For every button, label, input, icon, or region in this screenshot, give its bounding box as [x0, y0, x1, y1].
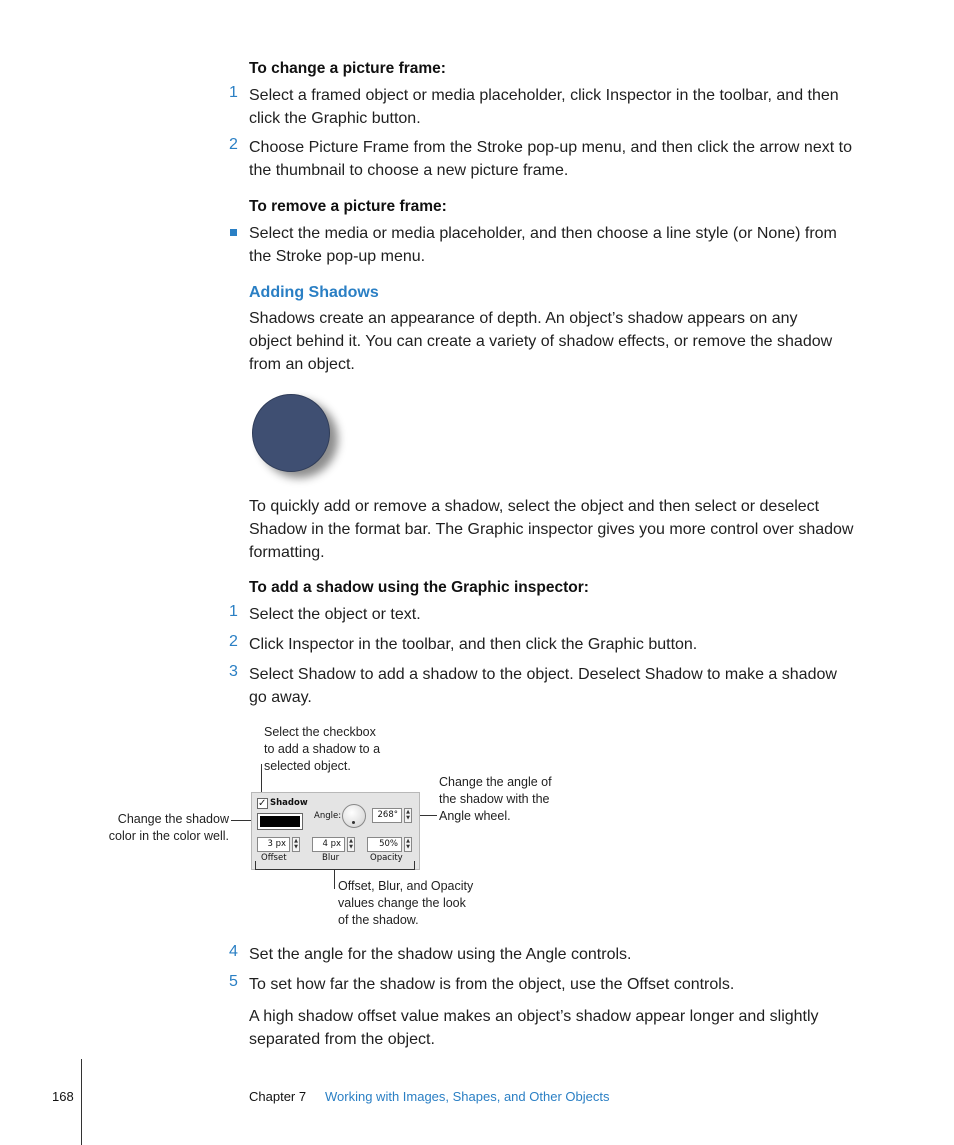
- shadow-checkbox[interactable]: [257, 798, 268, 809]
- offset-label: Offset: [261, 853, 287, 863]
- shadow-example-circle: [252, 394, 330, 472]
- opacity-label: Opacity: [370, 853, 403, 863]
- step-number: 5: [229, 973, 238, 990]
- paragraph-line: To quickly add or remove a shadow, select the object and then select or deselect: [249, 498, 820, 515]
- step-text: [249, 136, 889, 182]
- opacity-stepper[interactable]: [404, 837, 412, 852]
- shadow-label: Shadow: [270, 798, 308, 808]
- step-text: [249, 663, 889, 709]
- stepper-up-icon: ▲: [406, 838, 410, 844]
- bracket-line: [255, 861, 256, 869]
- step-note: [249, 1005, 889, 1051]
- step-number: 1: [229, 603, 238, 620]
- angle-stepper[interactable]: [404, 808, 412, 823]
- color-swatch: [260, 816, 300, 827]
- leader-line: [334, 869, 335, 889]
- stepper-up-icon: ▲: [294, 838, 298, 844]
- section-title: Adding Shadows: [249, 284, 379, 301]
- blur-field[interactable]: 4 px: [312, 837, 345, 852]
- stepper-up-icon: ▲: [349, 838, 353, 844]
- step-text: To set how far the shadow is from the object, use the Offset controls.: [249, 976, 735, 993]
- step-text-line: the thumbnail to choose a new picture frame.: [249, 162, 569, 179]
- bracket-line: [255, 869, 415, 870]
- footer-chapter: Chapter 7: [249, 1089, 307, 1104]
- step-text-line: Select Shadow to add a shadow to the object. Deselect Shadow to make a shadow: [249, 666, 837, 683]
- shadow-color-well[interactable]: [257, 813, 303, 830]
- step-text: Select the object or text.: [249, 606, 421, 623]
- stepper-down-icon: ▼: [294, 844, 298, 850]
- step-text: Set the angle for the shadow using the Angle controls.: [249, 946, 632, 963]
- section-paragraph: [249, 495, 889, 564]
- callout-line: Select the checkbox: [264, 725, 376, 739]
- callout-line: color in the color well.: [108, 829, 229, 843]
- procedure-heading-add-shadow: To add a shadow using the Graphic inspector:: [249, 579, 589, 596]
- checkmark-icon: ✓: [258, 798, 267, 809]
- angle-wheel[interactable]: [342, 804, 366, 828]
- paragraph-line: object behind it. You can create a variety of shadow effects, or remove the shadow: [249, 333, 833, 350]
- callout-line: values change the look: [338, 896, 466, 910]
- paragraph-line: A high shadow offset value makes an object’s shadow appear longer and slightly: [249, 1008, 819, 1025]
- callout-line: to add a shadow to a: [264, 742, 381, 756]
- step-number: 2: [229, 633, 238, 650]
- step-number: 3: [229, 663, 238, 680]
- callout-line: the shadow with the: [439, 792, 550, 806]
- paragraph-line: Shadows create an appearance of depth. An object’s shadow appears on any: [249, 310, 798, 327]
- procedure-heading-change-frame: To change a picture frame:: [249, 60, 446, 77]
- angle-label: Angle:: [314, 811, 342, 821]
- callout-angle: [439, 774, 552, 825]
- step-number: 2: [229, 136, 238, 153]
- offset-stepper[interactable]: [292, 837, 300, 852]
- step-text-line: click the Graphic button.: [249, 110, 421, 127]
- paragraph-line: Shadow in the format bar. The Graphic inspector gives you more control over shadow: [249, 521, 854, 538]
- blur-stepper[interactable]: [347, 837, 355, 852]
- callout-line: Change the angle of: [439, 775, 552, 789]
- angle-field[interactable]: 268°: [372, 808, 402, 823]
- callout-values: [338, 878, 473, 929]
- stepper-up-icon: ▲: [406, 809, 410, 815]
- callout-line: Change the shadow: [117, 812, 229, 826]
- angle-indicator-icon: [352, 821, 355, 824]
- paragraph-line: formatting.: [249, 544, 325, 561]
- blur-label: Blur: [322, 853, 340, 863]
- page-number: 168: [52, 1089, 74, 1104]
- opacity-field[interactable]: 50%: [367, 837, 402, 852]
- step-text-line: go away.: [249, 689, 312, 706]
- callout-line: Angle wheel.: [439, 809, 511, 823]
- bullet-text: [249, 222, 889, 268]
- callout-line: Offset, Blur, and Opacity: [338, 879, 474, 893]
- step-text: Click Inspector in the toolbar, and then click the Graphic button.: [249, 636, 698, 653]
- stepper-down-icon: ▼: [406, 815, 410, 821]
- callout-color-well: [108, 811, 229, 845]
- callout-checkbox: [264, 724, 380, 775]
- callout-line: of the shadow.: [338, 913, 419, 927]
- bullet-text-line: the Stroke pop-up menu.: [249, 248, 426, 265]
- footer-chapter-title[interactable]: Working with Images, Shapes, and Other Objects: [325, 1089, 610, 1104]
- paragraph-line: from an object.: [249, 356, 355, 373]
- offset-field[interactable]: 3 px: [257, 837, 290, 852]
- step-text-line: Select a framed object or media placeholder, click Inspector in the toolbar, and then: [249, 87, 839, 104]
- bullet-icon: [230, 229, 237, 236]
- callout-line: selected object.: [264, 759, 351, 773]
- paragraph-line: separated from the object.: [249, 1031, 435, 1048]
- bullet-text-line: Select the media or media placeholder, and then choose a line style (or None) from: [249, 225, 837, 242]
- bracket-line: [414, 861, 415, 869]
- procedure-heading-remove-frame: To remove a picture frame:: [249, 198, 447, 215]
- step-number: 4: [229, 943, 238, 960]
- step-text-line: Choose Picture Frame from the Stroke pop-up menu, and then click the arrow next to: [249, 139, 852, 156]
- footer-divider: [81, 1059, 82, 1145]
- shadow-inspector-panel: [251, 792, 420, 870]
- step-text: [249, 84, 889, 130]
- step-number: 1: [229, 84, 238, 101]
- section-intro: [249, 307, 889, 376]
- stepper-down-icon: ▼: [349, 844, 353, 850]
- stepper-down-icon: ▼: [406, 844, 410, 850]
